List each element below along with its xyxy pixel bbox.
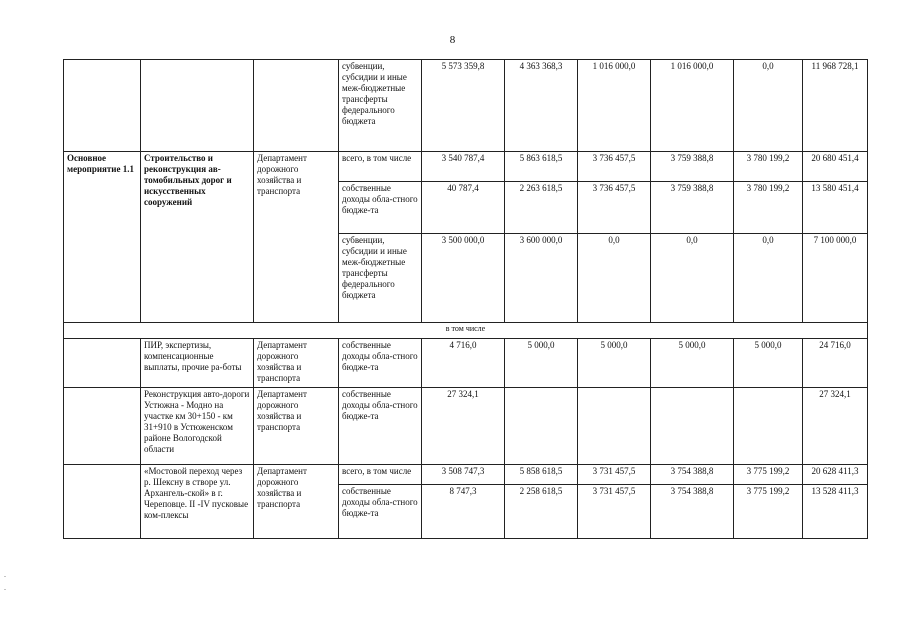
- edge-mark: .: [4, 570, 6, 579]
- source-cell: субвенции, субсидии и иные меж-бюджетные трансферты федерального бюджета: [339, 234, 422, 323]
- subheader-row: [64, 323, 868, 339]
- page-number: 8: [449, 34, 456, 46]
- value-cell: 3 508 747,3: [422, 465, 505, 485]
- value-cell: 4 716,0: [422, 339, 505, 388]
- title-cell: ПИР, экспертизы, компенсационные выплаты, прочие ра-боты: [141, 339, 254, 388]
- value-cell: 3 759 388,8: [651, 152, 734, 182]
- title-cell: [141, 60, 254, 152]
- source-cell: собственные доходы обла-стного бюдже-та: [339, 339, 422, 388]
- edge-mark: .: [4, 583, 6, 592]
- value-cell: 5 573 359,8: [422, 60, 505, 152]
- value-cell: 3 775 199,2: [734, 485, 803, 539]
- table-row: [64, 388, 868, 465]
- source-cell: всего, в том числе: [339, 465, 422, 485]
- value-cell: [505, 388, 578, 465]
- value-cell: [651, 388, 734, 465]
- value-cell: 5 863 618,5: [505, 152, 578, 182]
- source-cell: собственные доходы обла-стного бюдже-та: [339, 388, 422, 465]
- value-cell: 0,0: [734, 234, 803, 323]
- value-cell: 3 736 457,5: [578, 182, 651, 234]
- value-cell: 3 736 457,5: [578, 152, 651, 182]
- value-cell: 5 000,0: [505, 339, 578, 388]
- value-cell: 0,0: [734, 60, 803, 152]
- source-cell: субвенции, субсидии и иные меж-бюджетные трансферты федерального бюджета: [339, 60, 422, 152]
- executor-cell: Департамент дорожного хозяйства и транспорта: [254, 152, 339, 323]
- table-row: [64, 152, 868, 182]
- executor-cell: Департамент дорожного хозяйства и транспорта: [254, 388, 339, 465]
- source-cell: собственные доходы обла-стного бюдже-та: [339, 182, 422, 234]
- table-body: [64, 60, 868, 539]
- value-cell: 27 324,1: [803, 388, 868, 465]
- value-cell: 13 580 451,4: [803, 182, 868, 234]
- executor-cell: [254, 60, 339, 152]
- measure-cell: [64, 60, 141, 152]
- value-cell: 40 787,4: [422, 182, 505, 234]
- value-cell: 5 000,0: [578, 339, 651, 388]
- measure-cell: [64, 388, 141, 465]
- executor-cell: Департамент дорожного хозяйства и транспорта: [254, 339, 339, 388]
- value-cell: 20 680 451,4: [803, 152, 868, 182]
- value-cell: 2 258 618,5: [505, 485, 578, 539]
- title-cell: Строительство и реконструкция ав-томобильных дорог и искусственных сооружений: [141, 152, 254, 323]
- value-cell: 3 540 787,4: [422, 152, 505, 182]
- value-cell: 27 324,1: [422, 388, 505, 465]
- value-cell: [578, 388, 651, 465]
- value-cell: 3 754 388,8: [651, 465, 734, 485]
- value-cell: 3 759 388,8: [651, 182, 734, 234]
- value-cell: 2 263 618,5: [505, 182, 578, 234]
- value-cell: 0,0: [578, 234, 651, 323]
- value-cell: 8 747,3: [422, 485, 505, 539]
- value-cell: 24 716,0: [803, 339, 868, 388]
- value-cell: 20 628 411,3: [803, 465, 868, 485]
- executor-cell: Департамент дорожного хозяйства и транспорта: [254, 465, 339, 539]
- title-cell: «Мостовой переход через р. Шексну в створе ул. Архангель-ской» в г. Череповце. II -IV пусковые ком-плексы: [141, 465, 254, 539]
- table-row: [64, 339, 868, 388]
- value-cell: 3 754 388,8: [651, 485, 734, 539]
- value-cell: 5 858 618,5: [505, 465, 578, 485]
- value-cell: 7 100 000,0: [803, 234, 868, 323]
- value-cell: 13 528 411,3: [803, 485, 868, 539]
- value-cell: 5 000,0: [734, 339, 803, 388]
- value-cell: 3 731 457,5: [578, 465, 651, 485]
- value-cell: 11 968 728,1: [803, 60, 868, 152]
- source-cell: всего, в том числе: [339, 152, 422, 182]
- source-cell: собственные доходы обла-стного бюдже-та: [339, 485, 422, 539]
- value-cell: 3 780 199,2: [734, 152, 803, 182]
- value-cell: 1 016 000,0: [651, 60, 734, 152]
- value-cell: 3 780 199,2: [734, 182, 803, 234]
- measure-cell: Основное мероприятие 1.1: [64, 152, 141, 323]
- value-cell: [734, 388, 803, 465]
- value-cell: 1 016 000,0: [578, 60, 651, 152]
- title-cell: Реконструкция авто-дороги Устюжна - Модно на участке км 30+150 - км 31+910 в Устюженском районе Вологодской области: [141, 388, 254, 465]
- value-cell: 3 600 000,0: [505, 234, 578, 323]
- value-cell: 4 363 368,3: [505, 60, 578, 152]
- subheader-cell: в том числе: [64, 323, 868, 339]
- value-cell: 3 500 000,0: [422, 234, 505, 323]
- value-cell: 5 000,0: [651, 339, 734, 388]
- table-row: [64, 465, 868, 485]
- value-cell: 3 731 457,5: [578, 485, 651, 539]
- measure-cell: [64, 465, 141, 539]
- value-cell: 0,0: [651, 234, 734, 323]
- measure-cell: [64, 339, 141, 388]
- budget-table: [63, 59, 868, 539]
- table-row: [64, 60, 868, 152]
- value-cell: 3 775 199,2: [734, 465, 803, 485]
